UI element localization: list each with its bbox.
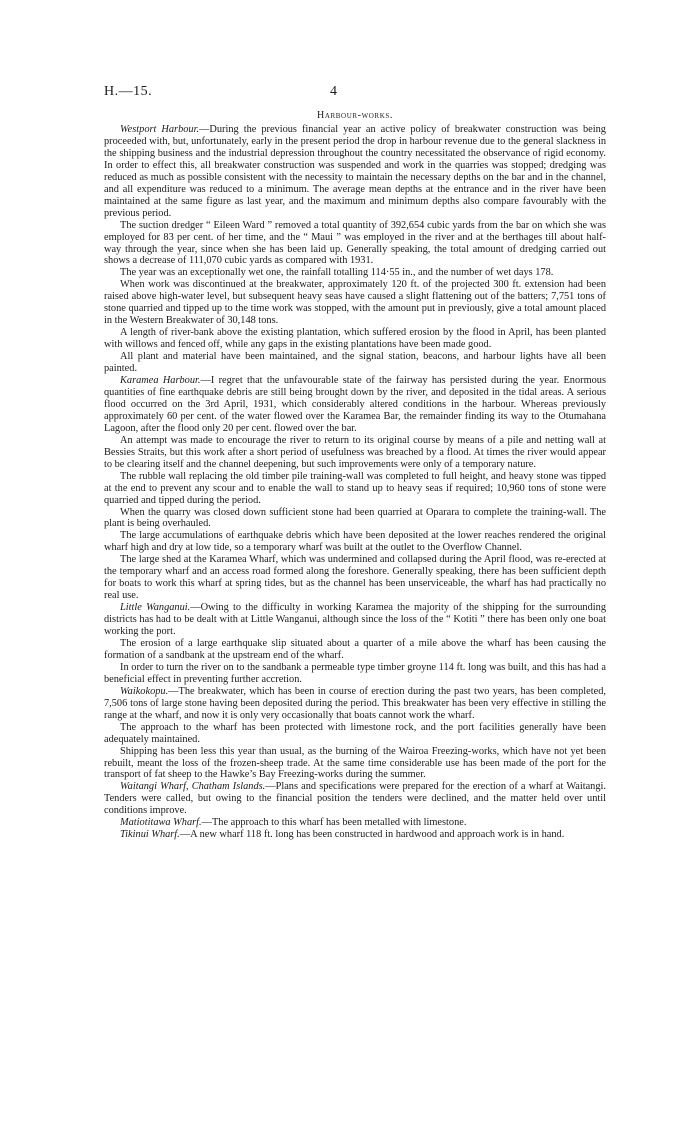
- paragraph-lead: Matiotitawa Wharf.: [120, 817, 202, 829]
- paragraph-text: —I regret that the unfavourable state of the fairway has persisted during the year. Enormous quantities of fine earthquake debris are still being brought down by the river, and deposited in the tidal areas. A serious flood occurred on the 3rd April, 1931, which considerably altered conditions in the harbour. Whereas previously approximately 60 per cent. of the water flowed over the Karamea Bar, the remainder finding its way to the Otumahana Lagoon, after the flood only 20 per cent. flowed over the bar.: [104, 375, 607, 434]
- paragraph: [104, 124, 606, 220]
- paragraph-text: When work was discontinued at the breakwater, approximately 120 ft. of the projected 300 ft. extension had been raised above high-water level, but subsequent heavy seas have caused a slight flattening out of the batters; 7,751 tons of stone quarried and tipped up to the time work was stopped, with the amount put in previously, give a total amount placed in the Western Breakwater of 30,148 tons.: [104, 279, 606, 327]
- paragraph-text: A length of river-bank above the existing plantation, which suffered erosion by the flood in April, has been planted with willows and fenced off, while any gaps in the existing plantations have been made good.: [104, 327, 606, 351]
- page-header: [104, 84, 606, 102]
- paragraph-text: An attempt was made to encourage the river to return to its original course by means of a pile and netting wall at Bessies Straits, but this work after a short period of usefulness was breached by a flood. At times the river would appear to be clearing itself and the channel deepening, but such improvements were only of a temporary nature.: [104, 434, 606, 470]
- paragraph-text: Shipping has been less this year than usual, as the burning of the Wairoa Freezing-works, which have not yet been rebuilt, meant the loss of the frozen-sheep trade. At the same time considerable use has been made of the port for the transport of fat sheep to the Hawke’s Bay Freezing-works during the summer.: [104, 745, 606, 781]
- paragraph: [104, 435, 606, 471]
- paragraph-text: When the quarry was closed down sufficient stone had been quarried at Oparara to complete the training-wall. The plant is being overhauled.: [104, 506, 606, 530]
- report-code: H.—15.: [104, 84, 153, 99]
- paragraph: [104, 602, 606, 638]
- section-title: Harbour-works.: [317, 110, 393, 121]
- paragraph-lead: Waikokopu.: [120, 685, 169, 697]
- paragraph: [104, 267, 606, 279]
- paragraph: [104, 662, 606, 686]
- paragraph-lead: Tikinui Wharf.: [120, 829, 180, 841]
- paragraph: [104, 638, 606, 662]
- paragraph: [104, 327, 606, 351]
- paragraph-lead: Waitangi Wharf, Chatham Islands.: [120, 781, 266, 793]
- paragraph: [104, 530, 606, 554]
- paragraph-text: —The approach to this wharf has been metalled with limestone.: [201, 817, 467, 829]
- paragraph-text: The large shed at the Karamea Wharf, which was undermined and collapsed during the April flood, was re-erected at the temporary wharf and an access road formed along the foreshore. Generally speaking, there has been sufficient depth for boats to work this wharf at spring tides, but as the channel has been unserviceable, the wharf has had practically no real use.: [104, 554, 606, 602]
- body-text: [104, 124, 606, 841]
- paragraph-text: —Plans and specifications were prepared for the erection of a wharf at Waitangi. Tenders were called, but owing to the financial position the tenders were declined, and the matter held over until conditions improve.: [104, 781, 606, 817]
- paragraph-text: —During the previous financial year an active policy of breakwater construction was being proceeded with, but, unfortunately, early in the present period the drop in harbour revenue due to the general slackness in the shipping business and the industrial depression throughout the country necessitated the observance of rigid economy. In order to effect this, all breakwater construction was suspended and work in the quarries was stopped; dredging was reduced as much as possible consistent with the necessity to maintain the necessary depths on the bar and in the channel, and all expenditure was reduced to a minimum. The average mean depths at the entrance and in the river have been maintained at the same figure as last year, and the maximum and minimum depths also compare favourably with the previous period.: [104, 124, 606, 219]
- paragraph: [104, 722, 606, 746]
- paragraph-text: The suction dredger “ Eileen Ward ” removed a total quantity of 392,654 cubic yards from the bar on which she was employed for 83 per cent. of her time, and the “ Maui ” was employed in the river and at the berthages till about half-way through the year, since when she has been laid up. Generally speaking, the total amount of dredging carried out shows a decrease of 111,070 cubic yards as compared with 1931.: [104, 219, 606, 267]
- paragraph: [104, 220, 606, 268]
- paragraph: [104, 817, 606, 829]
- paragraph: [104, 375, 606, 435]
- paragraph: [104, 554, 606, 602]
- paragraph-text: —Owing to the difficulty in working Karamea the majority of the shipping for the surrounding districts has had to be dealt with at Little Wanganui, although since the loss of the “ Kotiti ” there has been only one boat working the port.: [104, 602, 606, 638]
- paragraph-text: All plant and material have been maintained, and the signal station, beacons, and harbour lights have all been painted.: [104, 351, 606, 375]
- paragraph: [104, 686, 606, 722]
- paragraph: [104, 507, 606, 531]
- paragraph: [104, 471, 606, 507]
- paragraph-lead: Little Wanganui.: [120, 602, 191, 614]
- paragraph: [104, 746, 606, 782]
- paragraph-lead: Westport Harbour.: [120, 124, 200, 135]
- paragraph-text: In order to turn the river on to the sandbank a permeable type timber groyne 114 ft. long was built, and this has had a beneficial effect in preventing further accretion.: [104, 661, 606, 685]
- paragraph: [104, 279, 606, 327]
- paragraph-text: The rubble wall replacing the old timber pile training-wall was completed to full height, and heavy stone was tipped at the end to prevent any scour and to enable the wall to stand up to heavy seas if required; 10,960 tons of stone were quarried and tipped during the period.: [104, 470, 606, 506]
- paragraph-text: The erosion of a large earthquake slip situated about a quarter of a mile above the wharf has been causing the formation of a sandbank at the upstream end of the wharf.: [104, 637, 606, 661]
- page-number: 4: [330, 84, 337, 99]
- paragraph: [104, 829, 606, 841]
- paragraph-text: —A new wharf 118 ft. long has been constructed in hardwood and approach work is in hand.: [179, 829, 565, 841]
- paragraph: [104, 781, 606, 817]
- paragraph-text: The large accumulations of earthquake debris which have been deposited at the lower reaches rendered the original wharf high and dry at low tide, so a temporary wharf was built at the outlet to the Overflow Channel.: [104, 530, 606, 554]
- paragraph: [104, 351, 606, 375]
- paragraph-lead: Karamea Harbour.: [120, 375, 201, 387]
- paragraph-text: —The breakwater, which has been in course of erection during the past two years, has been completed, 7,506 tons of large stone having been deposited during the period. This breakwater has been very effective in stilling the range at the wharf, and now it is only very occasionally that boats cannot work the wharf.: [104, 685, 606, 721]
- paragraph-text: The year was an exceptionally wet one, the rainfall totalling 114·55 in., and the number of wet days 178.: [120, 267, 554, 279]
- paragraph-text: The approach to the wharf has been protected with limestone rock, and the port facilities generally have been adequately maintained.: [104, 721, 606, 745]
